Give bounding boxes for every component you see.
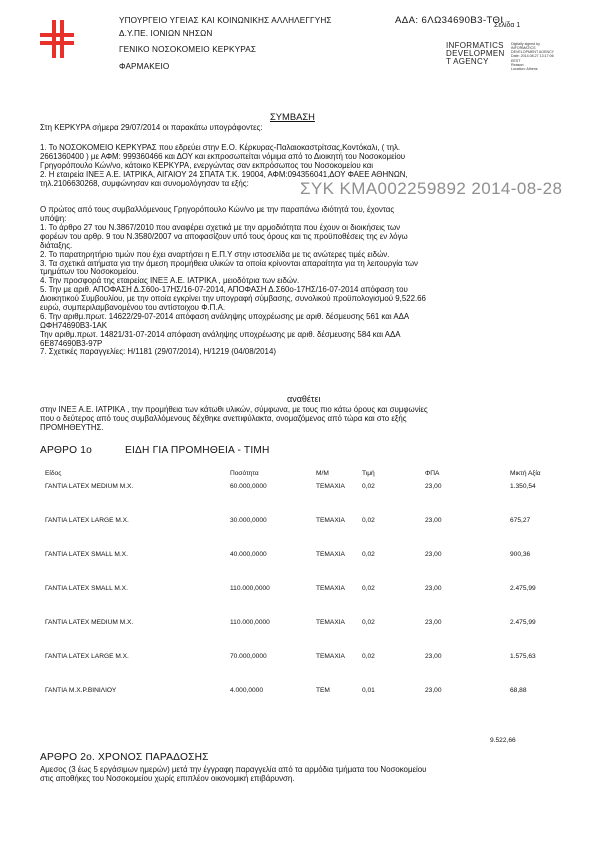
cell-gross-value: 2.475,99 [510,585,536,592]
statement-line: 6. Την αριθμ.πρωτ. 14622/29-07-2014 απόφαση ανάληψης υποχρέωσης με αριθ. δέσμευσης 561 και ΑΔΑ [40,312,410,322]
table-row [45,514,570,548]
col-quantity: Ποσότητα [230,469,259,477]
statement-line: 2. Το παρατηρητήριο τιμών που έχει αναρτήσει η Ε.Π.Υ στην ιστοσελίδα με τις ανώτερες τιμές ειδών. [40,249,390,259]
table-row [45,582,570,616]
table-row [45,650,570,684]
signature-line: Location: Athens [511,66,538,71]
cell-unit: ΤΕΜΑΧΙΑ [316,585,345,592]
assigns-line: που ο δεύτερος από τους συμβαλλόμενους δέχθηκε ανεπιφύλακτα, ονομαζόμενος από τώρα και στο εξής [40,413,407,423]
contract-title: ΣΥΜΒΑΣΗ [270,111,315,122]
statement-line: 1. Το άρθρο 27 του Ν.3867/2010 που αναφέρει σχετικά με την αρμοδιότητα που έχουν οι διοικήσεις των [40,222,401,232]
table-total: 9.522,66 [490,737,516,744]
signature-line: Date: 2014.08.27 13:17:06 [511,54,554,59]
ada-code: ΑΔΑ: 6ΛΩ34690Β3-ΤΘΙ [395,15,504,26]
cell-gross-value: 68,88 [510,687,527,694]
article1-number: ΑΡΘΡΟ 1ο [40,445,92,456]
watermark-text: ΣΥΚ ΚΜΑ002259892 2014-08-28 [300,179,563,198]
signature-stamp: Σελίδα 1 [494,22,521,29]
signature-line: EEST [511,58,521,63]
table-row [45,548,570,582]
cell-unit: ΤΕΜΑΧΙΑ [316,619,345,626]
cell-vat: 23,00 [425,551,442,558]
cell-vat: 23,00 [425,687,442,694]
cell-quantity: 60.000,0000 [230,483,267,490]
cell-price: 0,02 [362,483,375,490]
cell-price: 0,02 [362,619,375,626]
table-row [45,616,570,650]
statements-block [40,206,426,349]
cell-gross-value: 1.575,63 [510,653,536,660]
statement-line: 4. Την προσφορά της εταιρείας ΙΝΕΞ Α.Ε. ΙΑΤΡΙΚΑ , μειοδότρια των ειδών. [40,276,300,286]
cell-item: ΓΑΝΤΙΑ LATEX MEDIUM Μ.Χ. [45,619,134,626]
statement-line: φορέων του αρθρ. 9 του Ν.3580/2007 να αποφασίζουν υπό τους όρους και τις προϋποθέσεις της εν λόγω [40,231,408,241]
cell-unit: ΤΕΜΑΧΙΑ [316,483,345,490]
signature-agency [446,42,505,66]
col-vat: ΦΠΑ [425,469,440,477]
cell-gross-value: 900,36 [510,551,531,558]
statement-line: τμημάτων του Νοσοκομείου. [40,267,139,277]
cell-price: 0,02 [362,585,375,592]
digital-signature-details [511,42,554,71]
cell-gross-value: 2.475,99 [510,619,536,626]
cell-item: ΓΑΝΤΙΑ LATEX MEDIUM Μ.Χ. [45,483,134,490]
statement-line: ευρώ, συμπεριλαμβανομένου του αντίστοιχου Φ.Π.Α. [40,303,226,313]
cell-price: 0,02 [362,653,375,660]
cell-quantity: 40.000,0000 [230,551,267,558]
statement-line: ΩΦΗ74690Β3-1ΑΚ [40,320,108,330]
cell-vat: 23,00 [425,585,442,592]
article2-heading: ΑΡΘΡΟ 2ο. ΧΡΟΝΟΣ ΠΑΡΑΔΟΣΗΣ [40,752,209,763]
statement-line: 6Ε874690Β3-97Ρ [40,338,103,348]
table-header-row [45,467,570,480]
signature-line: Digitally signed by [511,42,540,46]
cell-item: ΓΑΝΤΙΑ LATEX SMALL Μ.Χ. [45,551,128,558]
signature-line: INFORMATICS [511,46,536,51]
statement-line: Ο πρώτος από τους συμβαλλόμενους Γρηγορόπουλο Κών/νο με την παραπάνω ιδιότητά του, έχοντας [40,205,395,214]
header-line-pharmacy: ΦΑΡΜΑΚΕΙΟ [119,62,170,71]
col-price: Τιμή [362,469,375,477]
cell-unit: ΤΕΜΑΧΙΑ [316,551,345,558]
cell-vat: 23,00 [425,653,442,660]
cell-item: ΓΑΝΤΙΑ LATEX SMALL Μ.Χ. [45,585,128,592]
cell-item: ΓΑΝΤΙΑ LATEX LARGE Μ.Χ. [45,517,129,524]
assigns-block [40,406,428,433]
header-line-region: Δ.Υ.ΠΕ. ΙΟΝΙΩΝ ΝΗΣΩΝ [119,29,213,38]
cell-gross-value: 1.350,54 [510,483,536,490]
agency-line: DEVELOPMEN [446,49,505,59]
article2-line: Αμεσος (3 έως 5 εργάσιμων ημερών) μετά την έγγραφη παραγγελία από τα αρμόδια τμήματα του Νοσοκομείου [40,765,427,774]
cell-quantity: 110.000,0000 [230,585,270,592]
signature-line: Reason: [511,62,525,67]
cell-quantity: 4.000,0000 [230,687,264,694]
cell-unit: ΤΕΜΑΧΙΑ [316,517,345,524]
assigns-heading: αναθέτει [287,394,321,404]
statement-line: υπόψη: [40,213,67,223]
cell-vat: 23,00 [425,483,442,490]
signature-line: DEVELOPMENT AGENCY [511,50,555,55]
statement-line: 3. Τα σχετικά αιτήματα για την άμεση προμήθεια υλικών τα οποία κρίνονται απαραίτητα για τη λειτουργία των [40,258,418,268]
cell-quantity: 30.000,0000 [230,517,267,524]
cell-vat: 23,00 [425,517,442,524]
orders-line: 7. Σχετικές παραγγελίες: Η/1181 (29/07/2014), Η/1219 (04/08/2014) [40,347,276,356]
article2-text [40,766,426,784]
col-unit: Μ/Μ [316,469,329,477]
statement-line: Την αριθμ.πρωτ. 14821/31-07-2014 απόφαση ανάληψης υποχρέωσης με αριθ. δέσμευσης 584 και ΑΔΑ [40,329,401,339]
statement-line: διάταξης. [40,240,73,250]
party-line: 1. Το ΝΟΣΟΚΟΜΕΙΟ ΚΕΡΚΥΡΑΣ που εδρεύει στην Ε.Ο. Κέρκυρας-Παλαιοκαστρίτσας,Κοντόκαλι, ( τηλ. [40,143,401,152]
red-cross-logo-icon [40,20,74,58]
cell-unit: ΤΕΜΑΧΙΑ [316,653,345,660]
header-line-ministry: ΥΠΟΥΡΓΕΙΟ ΥΓΕΙΑΣ ΚΑΙ ΚΟΙΝΩΝΙΚΗΣ ΑΛΛΗΛΕΓΓΥΗΣ [119,16,332,25]
cell-item: ΓΑΝΤΙΑ LATEX LARGE Μ.Χ. [45,653,129,660]
article2-line: στις αποθήκες του Νοσοκομείου χωρίς επιπλέον οικονομική επιβάρυνση. [40,773,295,783]
statement-line: Διοικητικού Συμβουλίου, με την οποία εγκρίνει την υπογραφή σύμβασης, συνολικού προϋπολογισμού 9,522.66 [40,294,426,304]
table-row [45,684,570,718]
cell-quantity: 110.000,0000 [230,619,270,626]
cell-item: ΓΑΝΤΙΑ Μ.Χ.Ρ.ΒΙΝΙΛΙΟΥ [45,687,117,694]
agency-line: INFORMATICS [446,41,504,50]
party-line: τηλ.2106630268, συμφώνησαν και συνομολόγησαν τα εξής: [40,178,249,188]
party-line: 2661360400 ) με ΑΦΜ: 999360466 και ΔΟΥ και εκπροσωπείται νόμιμα από το Διοικητή του Νοσοκομείου [40,151,406,161]
party-line: 2. Η εταιρεία ΙΝΕΞ Α.Ε. ΙΑΤΡΙΚΑ, ΑΙΓΑΙΟΥ 24 ΣΠΑΤΑ Τ.Κ. 19004, ΑΦΜ:094356041,ΔΟΥ ΦΑΕΕ ΑΘΗΝΩΝ, [40,169,408,179]
cell-unit: ΤΕΜ [316,687,330,694]
article1-title: ΕΙΔΗ ΓΙΑ ΠΡΟΜΗΘΕΙΑ - ΤΙΜΗ [125,445,270,456]
statement-line: 5. Την με αριθ. ΑΠΟΦΑΣΗ Δ.Σ60ο-17ΗΣ/16-07-2014, ΑΠΟΦΑΣΗ Δ.Σ60ο-17ΗΣ/16-07-2014 απόφαση του [40,285,408,295]
agency-line: T AGENCY [446,57,489,67]
col-item: Είδος [45,469,62,477]
cell-price: 0,01 [362,687,375,694]
assigns-line: στην ΙΝΕΞ Α.Ε. ΙΑΤΡΙΚΑ , την προμήθεια των κάτωθι υλικών, σύμφωνα, με τους πιο κάτω όρους και συμφωνίες [40,405,428,414]
assigns-line: ΠΡΟΜΗΘΕΥΤΗΣ. [40,422,104,432]
cell-price: 0,02 [362,517,375,524]
header-line-hospital: ΓΕΝΙΚΟ ΝΟΣΟΚΟΜΕΙΟ ΚΕΡΚΥΡΑΣ [119,45,257,54]
intro-line: Στη ΚΕΡΚΥΡΑ σήμερα 29/07/2014 οι παρακάτω υπογράφοντες: [40,123,263,132]
cell-gross-value: 675,27 [510,517,531,524]
table-row [45,480,570,514]
cell-quantity: 70.000,0000 [230,653,267,660]
col-gross-value: Μικτή Αξία [510,469,541,477]
items-table [45,467,570,718]
party-line: Γρηγορόπουλο Κών/νο, κάτοικο ΚΕΡΚΥΡΑ, ενεργώντας σαν εκπρόσωπος του Νοσοκομείου και [40,160,374,170]
cell-vat: 23,00 [425,619,442,626]
cell-price: 0,02 [362,551,375,558]
